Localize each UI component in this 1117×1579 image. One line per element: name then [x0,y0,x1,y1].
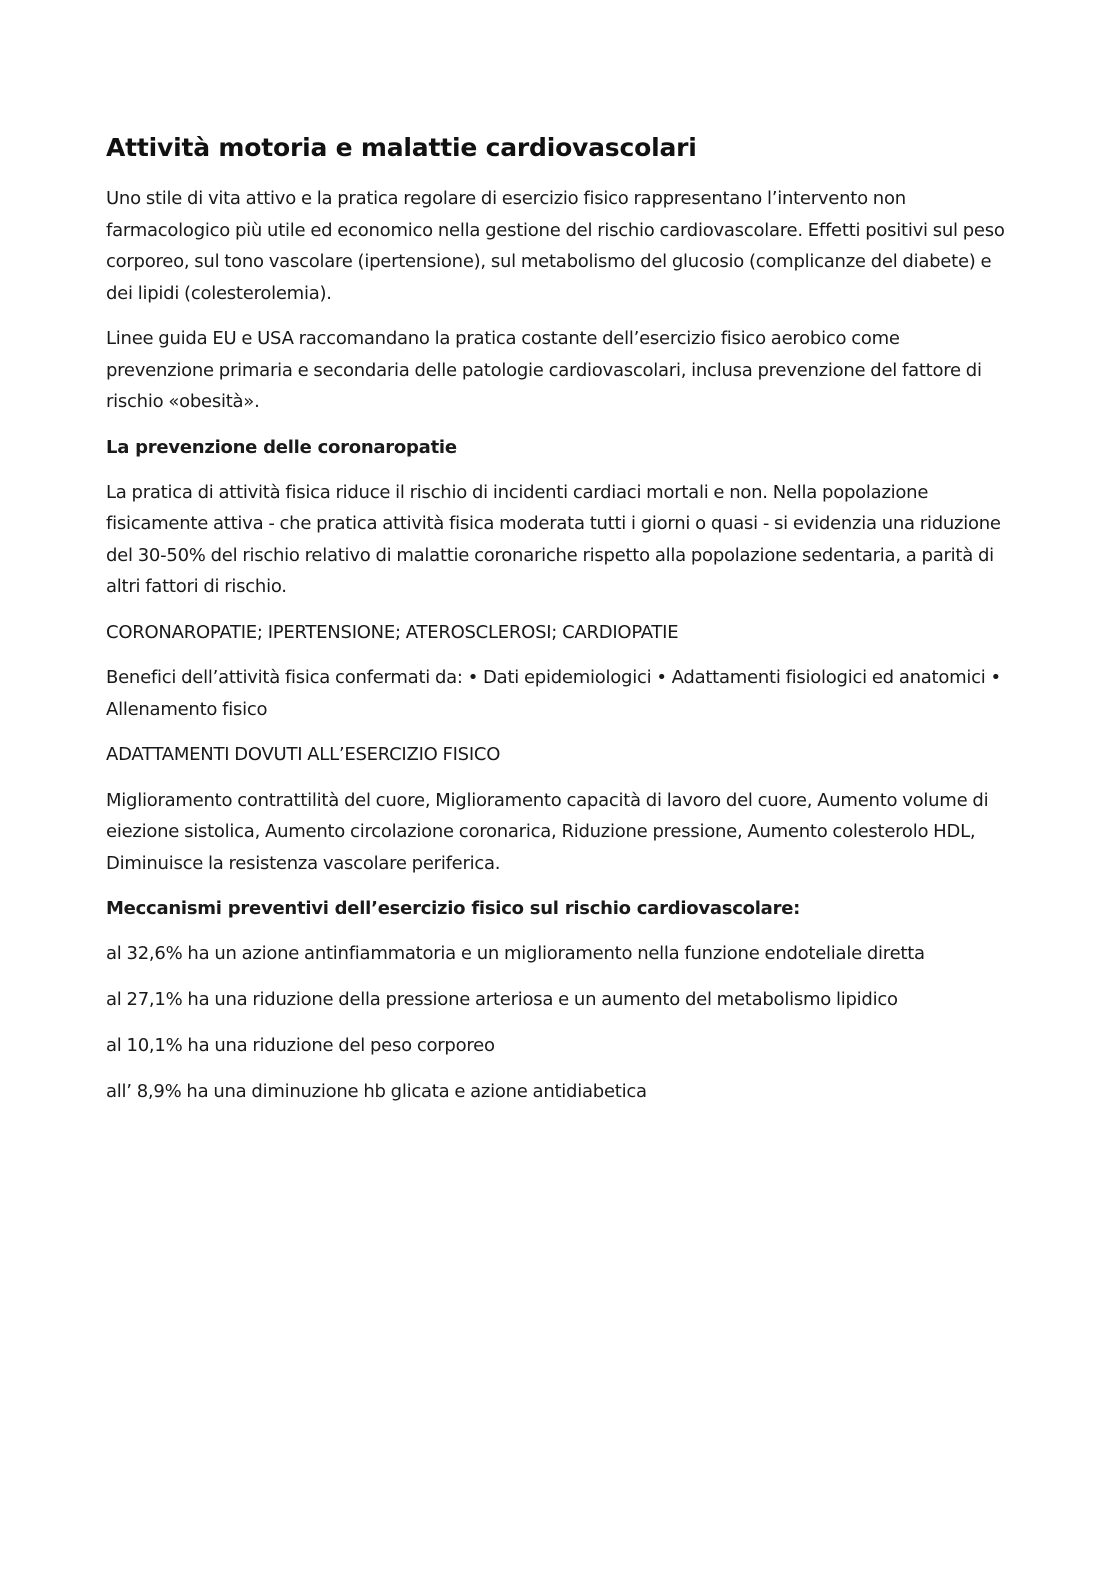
intro-paragraph-2: Linee guida EU e USA raccomandano la pratica costante dell’esercizio fisico aerobico come prevenzione primaria e secondaria delle patologie cardiovascolari, inclusa prevenzione del fattore di rischio «obesità». [106,328,982,413]
intro-paragraph-1: Uno stile di vita attivo e la pratica regolare di esercizio fisico rappresentano l’intervento non farmacologico più utile ed economico nella gestione del rischio cardiovascolare. Effetti positivi sul peso corporeo, sul tono vascolare (ipertensione), sul metabolismo del glucosio (complicanze del diabete) e dei lipidi (colesterolemia). [106,188,1005,304]
mechanism-item: al 27,1% ha una riduzione della pressione arteriosa e un aumento del metabolismo lipidico [106,989,898,1011]
section-paragraph-benefits: Benefici dell’attività fisica confermati da: • Dati epidemiologici • Adattamenti fisiologici ed anatomici • Allenamento fisico [106,667,1001,720]
mechanisms-heading: Meccanismi preventivi dell’esercizio fisico sul rischio cardiovascolare: [106,898,801,920]
section-paragraph-risk: La pratica di attività fisica riduce il rischio di incidenti cardiaci mortali e non. Nella popolazione fisicamente attiva - che pratica attività fisica moderata tutti i giorni o quasi - si evidenzia una riduzione del 30-50% del rischio relativo di malattie coronariche rispetto alla popolazione sedentaria, a parità di altri fattori di rischio. [106,481,1001,598]
section-paragraph-adaptations-title: ADATTAMENTI DOVUTI ALL’ESERCIZIO FISICO [106,744,501,766]
mechanism-item: all’ 8,9% ha una diminuzione hb glicata e azione antidiabetica [106,1081,647,1103]
mechanism-item: al 10,1% ha una riduzione del peso corporeo [106,1035,495,1057]
document-title: Attività motoria e malattie cardiovascolari [106,133,697,162]
document-page [106,132,1006,1122]
section-heading-coronaropatie: La prevenzione delle coronaropatie [106,436,457,458]
section-paragraph-adaptations: Miglioramento contrattilità del cuore, Miglioramento capacità di lavoro del cuore, Aumento volume di eiezione sistolica, Aumento circolazione coronarica, Riduzione pressione, Aumento colesterolo HDL, Diminuisce la resistenza vascolare periferica. [106,789,989,874]
section-paragraph-pathologies: CORONAROPATIE; IPERTENSIONE; ATEROSCLEROSI; CARDIOPATIE [106,621,679,643]
mechanism-item: al 32,6% ha un azione antinfiammatoria e un miglioramento nella funzione endoteliale diretta [106,943,925,965]
